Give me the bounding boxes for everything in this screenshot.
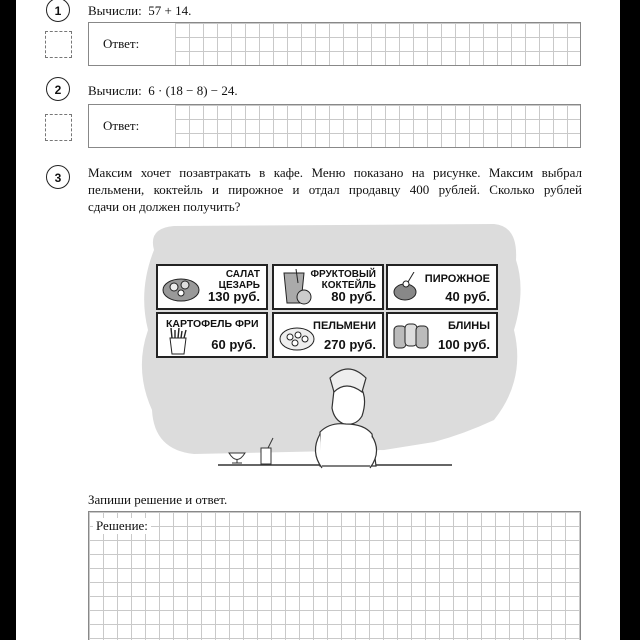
task-1-number: 1 — [46, 0, 70, 22]
menu-dumplings-price: 270 руб. — [324, 337, 376, 352]
task-3-line-3: сдачи он должен получить? — [88, 199, 241, 214]
fries-icon — [166, 328, 190, 356]
menu-fries-price: 60 руб. — [211, 337, 256, 352]
menu-salad-name-2: ЦЕЗАРЬ — [218, 280, 260, 291]
task-2-number: 2 — [46, 77, 70, 101]
menu-fries-name: КАРТОФЕЛЬ ФРИ — [166, 318, 259, 330]
menu-card-cake[interactable] — [386, 264, 498, 310]
menu-cocktail-name-2: КОКТЕЙЛЬ — [321, 280, 376, 291]
pancakes-icon — [390, 320, 432, 352]
task-1-answer-label: Ответ: — [103, 36, 140, 51]
cocktail-icon — [278, 269, 314, 307]
menu-salad-name-1: САЛАТ — [225, 269, 260, 280]
task-2-answer-label: Ответ: — [103, 118, 140, 133]
task-1-answer-grid[interactable] — [175, 23, 580, 65]
menu-card-pancakes[interactable] — [386, 312, 498, 358]
menu-card-fries[interactable] — [156, 312, 268, 358]
menu-card-dumplings[interactable] — [272, 312, 384, 358]
salad-icon — [161, 272, 201, 304]
task-1-text — [88, 3, 191, 19]
task-2-expression: 6 · (18 − 8) − 24. — [148, 83, 238, 98]
dumplings-icon — [278, 324, 316, 352]
menu-cake-price: 40 руб. — [445, 289, 490, 304]
solution-grid[interactable] — [89, 512, 580, 640]
solution-label: Решение: — [93, 518, 151, 534]
solution-instruction: Запиши решение и ответ. — [88, 492, 228, 507]
menu-pancakes-price: 100 руб. — [438, 337, 490, 352]
menu-pancakes-name: БЛИНЫ — [448, 320, 490, 332]
task-2-label: Вычисли: — [88, 83, 142, 98]
worksheet-page — [16, 0, 620, 640]
task-3-number: 3 — [46, 165, 70, 189]
menu-cake-name: ПИРОЖНОЕ — [424, 273, 490, 285]
task-1-answer-box[interactable] — [88, 22, 581, 66]
task-2-score-box — [45, 114, 72, 141]
menu-cocktail-name-1: ФРУКТОВЫЙ — [310, 269, 376, 280]
menu-card-salad[interactable] — [156, 264, 268, 310]
solution-box[interactable] — [88, 511, 581, 640]
menu-dumplings-name: ПЕЛЬМЕНИ — [313, 320, 376, 332]
task-1-label: Вычисли: — [88, 3, 142, 18]
cake-icon — [392, 272, 422, 304]
ice-cream-glass — [229, 453, 245, 463]
task-1-expression: 57 + 14. — [148, 3, 192, 18]
menu-salad-price: 130 руб. — [208, 289, 260, 304]
menu-cocktail-price: 80 руб. — [331, 289, 376, 304]
task-3-line-1: Максим хочет позавтракать в кафе. Меню показано на рисунке. Максим выбрал — [88, 165, 582, 180]
task-1-score-box — [45, 31, 72, 58]
task-2-answer-box[interactable] — [88, 104, 581, 148]
task-2-text — [88, 83, 238, 99]
menu-card-cocktail[interactable] — [272, 264, 384, 310]
task-2-answer-grid[interactable] — [175, 105, 580, 147]
task-3-line-2: пельмени, коктейль и пирожное и отдал продавцу 400 рублей. Сколько рублей — [88, 182, 582, 197]
